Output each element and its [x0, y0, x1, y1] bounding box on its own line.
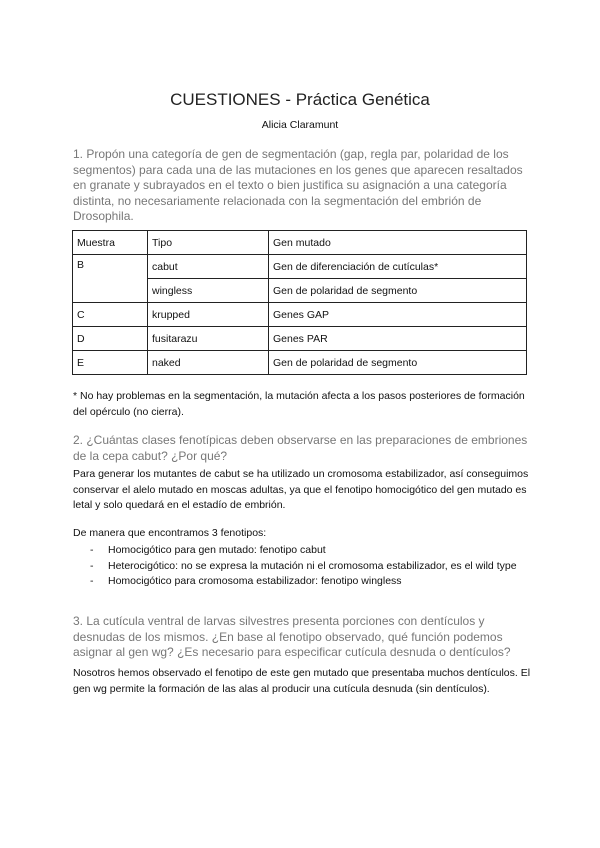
question-2: 2. ¿Cuántas clases fenotípicas deben observarse en las preparaciones de embriones de la cepa cabut? ¿Por qué?	[73, 433, 528, 463]
answer-2: Para generar los mutantes de cabut se ha utilizado un cromosoma estabilizador, así conseguimos conservar el alelo mutado en moscas adultas, ya que el fenotipo homocigótico del gen mutado es letal y solo quedará en el estadío de embrión.	[73, 468, 529, 511]
cell-muestra: B	[73, 255, 148, 303]
dash-bullet: -	[90, 575, 94, 587]
list-item	[90, 543, 530, 557]
gene-table	[72, 230, 527, 375]
cell-tipo: wingless	[148, 279, 269, 303]
table-row	[73, 303, 527, 327]
header-muestra: Muestra	[73, 231, 148, 255]
cell-gen: Genes PAR	[269, 327, 527, 351]
table-row	[73, 351, 527, 375]
page-title: CUESTIONES - Práctica Genética	[170, 90, 430, 109]
cell-muestra: C	[73, 303, 148, 327]
cell-tipo: fusitarazu	[148, 327, 269, 351]
cell-muestra: D	[73, 327, 148, 351]
cell-gen: Gen de polaridad de segmento	[269, 351, 527, 375]
question-1: 1. Propón una categoría de gen de segmentación (gap, regla par, polaridad de los segmentos) para cada una de las mutaciones en los genes que aparecen resaltados en granate y subrayados en el texto o bien justifica su asignación a una categoría distinta, no necesariamente relacionada con la segmentación del embrión de Drosophila.	[73, 147, 523, 223]
header-gen-mutado: Gen mutado	[269, 231, 527, 255]
answer-3: Nosotros hemos observado el fenotipo de este gen mutado que presentaba muchos dentículos. El gen wg permite la formación de las alas al producir una cutícula desnuda (sin dentículos).	[73, 667, 531, 695]
dash-bullet: -	[90, 559, 94, 572]
cell-gen: Gen de diferenciación de cutículas*	[269, 255, 527, 279]
header-tipo: Tipo	[148, 231, 269, 255]
cell-gen: Gen de polaridad de segmento	[269, 279, 527, 303]
phenotypes-intro: De manera que encontramos 3 fenotipos:	[73, 527, 267, 539]
table-row	[73, 255, 527, 279]
table-row	[73, 327, 527, 351]
phenotype-list	[90, 543, 530, 590]
question-3: 3. La cutícula ventral de larvas silvestres presenta porciones con dentículos y desnudas de los mismos. ¿En base al fenotipo observado, qué función podemos asignar al gen wg? ¿Es necesario para especificar cutícula desnuda o dentículos?	[73, 614, 511, 659]
phenotype-text: Homocigótico para cromosoma estabilizador: fenotipo wingless	[108, 575, 402, 587]
cell-muestra: E	[73, 351, 148, 375]
phenotype-text: Homocigótico para gen mutado: fenotipo cabut	[108, 544, 326, 556]
phenotype-text: Heterocigótico: no se expresa la mutación ni el cromosoma estabilizador, es el wild type	[108, 559, 517, 572]
cell-tipo: naked	[148, 351, 269, 375]
cell-tipo: krupped	[148, 303, 269, 327]
table-footnote: * No hay problemas en la segmentación, la mutación afecta a los pasos posteriores de formación del opérculo (no cierra).	[73, 390, 525, 418]
table-header-row	[73, 231, 527, 255]
cell-tipo: cabut	[148, 255, 269, 279]
author-name: Alicia Claramunt	[261, 119, 339, 131]
cell-gen: Genes GAP	[269, 303, 527, 327]
list-item	[90, 574, 530, 588]
list-item	[90, 559, 530, 573]
dash-bullet: -	[90, 544, 94, 556]
